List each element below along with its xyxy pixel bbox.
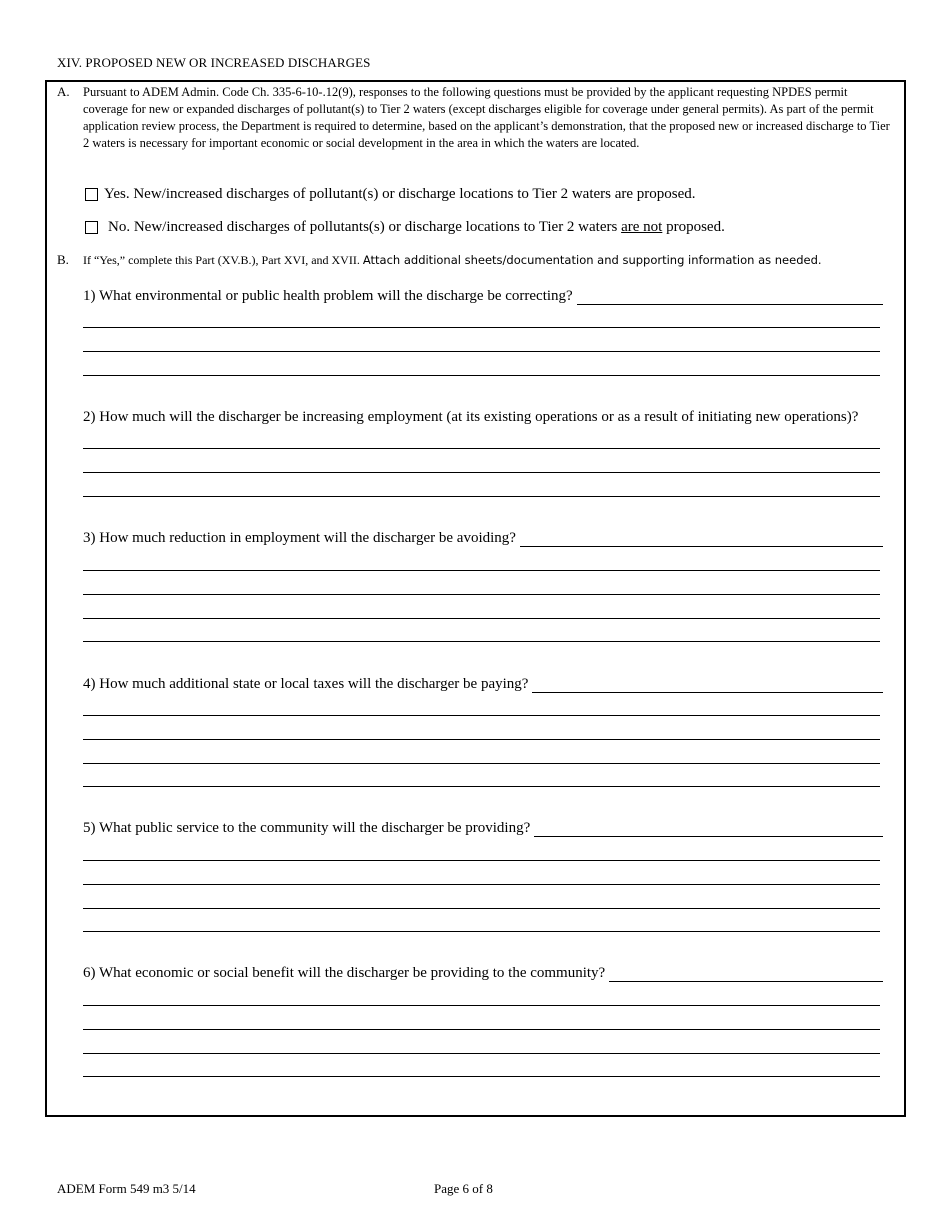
answer-line[interactable] bbox=[83, 884, 880, 885]
answer-line[interactable] bbox=[83, 570, 880, 571]
part-b-letter: B. bbox=[57, 252, 69, 267]
yes-label: Yes. New/increased discharges of pollutant(s) or discharge locations to Tier 2 waters are proposed. bbox=[104, 186, 696, 202]
answer-line[interactable] bbox=[83, 448, 880, 449]
question-4-answer-field[interactable] bbox=[532, 678, 883, 693]
question-2-text: 2) How much will the discharger be increasing employment (at its existing operations or as a result of initiating new operations)? bbox=[83, 409, 859, 425]
answer-line[interactable] bbox=[83, 715, 880, 716]
yes-option[interactable] bbox=[85, 186, 696, 203]
question-5-answer-field[interactable] bbox=[534, 822, 883, 837]
question-6-text: 6) What economic or social benefit will the discharger be providing to the community? bbox=[83, 965, 606, 981]
answer-line[interactable] bbox=[83, 618, 880, 619]
question-4-text: 4) How much additional state or local taxes will the discharger be paying? bbox=[83, 676, 529, 692]
answer-line[interactable] bbox=[83, 472, 880, 473]
question-1 bbox=[83, 288, 883, 305]
answer-line[interactable] bbox=[83, 594, 880, 595]
question-3-text: 3) How much reduction in employment will the discharger be avoiding? bbox=[83, 530, 516, 546]
yes-checkbox[interactable] bbox=[85, 188, 98, 201]
question-4 bbox=[83, 676, 883, 693]
answer-line[interactable] bbox=[83, 641, 880, 642]
answer-line[interactable] bbox=[83, 375, 880, 376]
answer-line[interactable] bbox=[83, 351, 880, 352]
part-a-paragraph: Pursuant to ADEM Admin. Code Ch. 335-6-10-.12(9), responses to the following questions must be provided by the applicant requesting NPDES permit coverage for new or expanded discharges of pollutant(s) to Tier 2 waters (except discharges eligible for coverage under general permits). As part of the permit application review process, the Department is required to determine, based on the applicant’s demonstration, that the proposed new or increased discharge to Tier 2 waters is necessary for important economic or social development in the area in which the waters are located. bbox=[83, 85, 890, 150]
answer-line[interactable] bbox=[83, 1076, 880, 1077]
answer-line[interactable] bbox=[83, 1005, 880, 1006]
question-1-text: 1) What environmental or public health problem will the discharge be correcting? bbox=[83, 288, 573, 304]
part-b-instruction-attach: Attach additional sheets/documentation and supporting information as needed. bbox=[362, 253, 822, 267]
no-label-emphasis: are not bbox=[621, 219, 663, 235]
question-5 bbox=[83, 820, 883, 837]
answer-line[interactable] bbox=[83, 496, 880, 497]
question-1-answer-field[interactable] bbox=[577, 290, 883, 305]
answer-line[interactable] bbox=[83, 327, 880, 328]
answer-line[interactable] bbox=[83, 908, 880, 909]
form-id: ADEM Form 549 m3 5/14 bbox=[57, 1181, 196, 1196]
answer-line[interactable] bbox=[83, 860, 880, 861]
question-3-answer-field[interactable] bbox=[520, 532, 883, 547]
answer-line[interactable] bbox=[83, 931, 880, 932]
question-3 bbox=[83, 530, 883, 547]
answer-line[interactable] bbox=[83, 786, 880, 787]
answer-line[interactable] bbox=[83, 739, 880, 740]
page-number: Page 6 of 8 bbox=[434, 1181, 493, 1196]
part-b-instruction: If “Yes,” complete this Part (XV.B.), Part XVI, and XVII. Attach additional sheets/documentation and supporting information as needed. bbox=[83, 253, 822, 267]
question-2 bbox=[83, 409, 903, 426]
section-title: XIV. PROPOSED NEW OR INCREASED DISCHARGES bbox=[57, 55, 371, 70]
answer-line[interactable] bbox=[83, 1029, 880, 1030]
question-6 bbox=[83, 965, 883, 982]
no-option[interactable] bbox=[85, 219, 725, 236]
answer-line[interactable] bbox=[83, 763, 880, 764]
no-label: No. New/increased discharges of pollutants(s) or discharge locations to Tier 2 waters are not proposed. bbox=[108, 219, 725, 235]
answer-line[interactable] bbox=[83, 1053, 880, 1054]
no-checkbox[interactable] bbox=[85, 221, 98, 234]
part-a-letter: A. bbox=[57, 84, 70, 99]
question-6-answer-field[interactable] bbox=[609, 967, 883, 982]
question-5-text: 5) What public service to the community will the discharger be providing? bbox=[83, 820, 531, 836]
